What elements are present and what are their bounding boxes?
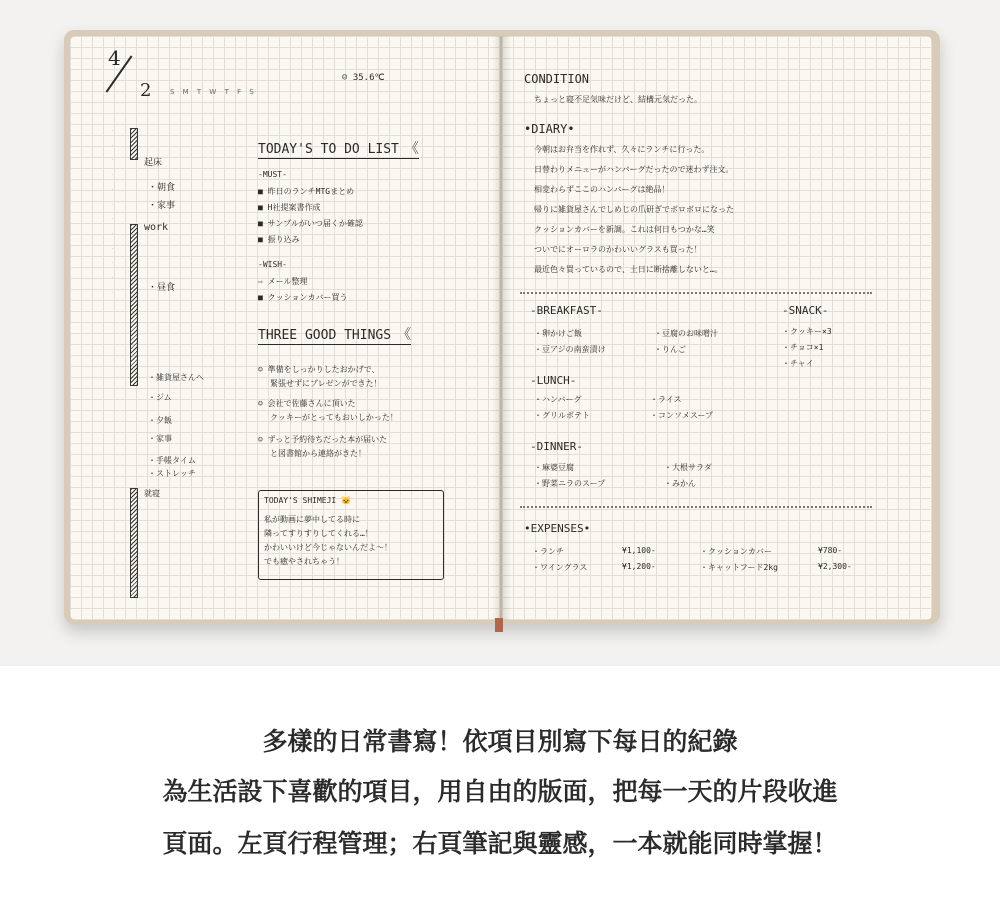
hour-mark: · (112, 230, 114, 237)
expense-amount: ¥1,100- (622, 546, 656, 555)
breakfast-item: ・りんご (654, 345, 686, 354)
caption-line-3: 頁面。左頁行程管理；右頁筆記與靈感，一本就能同時掌握！ (162, 829, 838, 858)
hour-mark: · (112, 142, 114, 149)
page-gutter (492, 36, 512, 620)
three-good-title (258, 324, 411, 345)
good-thing-line: ☺ 準備をしっかりしたおかげで、 (258, 365, 380, 374)
schedule-item: work (144, 222, 169, 233)
temperature (342, 73, 385, 83)
todo-title (258, 138, 419, 159)
expense-amount: ¥2,300- (818, 562, 852, 571)
lunch-item: ・ライス (650, 395, 682, 404)
lunch-item: ・ハンバーグ (534, 395, 582, 404)
good-thing-line: と図書館から連絡がきた！ (270, 449, 366, 458)
temperature-value: 35.6℃ (352, 73, 385, 83)
lunch-item: ・グリルポテト (534, 411, 590, 420)
breakfast-item: ・豆アジの南蛮漬け (534, 345, 606, 354)
hour-mark: · (112, 289, 114, 296)
shimeji-line: 私が動画に夢中してる時に (264, 515, 360, 524)
hour-mark: · (112, 157, 114, 164)
hour-mark: · (112, 245, 114, 252)
breakfast-item: ・豆腐のお味噌汁 (654, 329, 718, 338)
schedule-timeline (130, 128, 138, 598)
chevron-left-icon: 《 (404, 141, 419, 157)
expense-item: ・キャットフード2kg (700, 563, 778, 572)
expense-amount: ¥1,200- (622, 562, 656, 571)
condition-title: CONDITION (524, 72, 590, 86)
weather-icon: ☺ (342, 73, 353, 83)
hour-mark: · (112, 216, 114, 223)
diary-line: 最近色々買っているので、土日に断捨離しないと…。 (534, 265, 723, 274)
schedule-item: ・雑貨屋さんへ (148, 373, 204, 382)
expense-amount: ¥780- (818, 546, 843, 555)
three-good-title-text: THREE GOOD THINGS (258, 328, 392, 343)
hour-mark: · (112, 128, 114, 134)
schedule-item: ・夕飯 (148, 416, 172, 425)
schedule-item: ・ストレッチ (148, 469, 196, 478)
dinner-item: ・大根サラダ (664, 463, 712, 472)
section-divider (520, 506, 872, 508)
breakfast-item: ・卵かけご飯 (534, 329, 582, 338)
diary-line: 今朝はお弁当を作れず、久々にランチに行った。 (534, 145, 710, 154)
dinner-item: ・みかん (664, 479, 696, 488)
breakfast-title: -BREAKFAST- (530, 304, 603, 317)
todo-title-text: TODAY'S TO DO LIST (258, 142, 399, 157)
must-item: ■ サンプルがいつ届くか確認 (258, 219, 363, 228)
dinner-item: ・野菜ニラのスープ (534, 479, 606, 488)
hour-mark: · (112, 275, 114, 282)
shimeji-line: 隣ってすりすりしてくれる…！ (264, 529, 373, 538)
must-item: ■ 昨日のランチMTGまとめ (258, 187, 355, 196)
hour-mark: · (112, 260, 114, 267)
must-item: ■ H社提案書作成 (258, 203, 321, 212)
snack-item: ・チャイ (782, 359, 814, 368)
wish-label: -WISH- (258, 260, 287, 269)
must-item: ■ 振り込み (258, 235, 300, 244)
good-thing-line: ☺ 会社で佐藤さんに頂いた (258, 399, 356, 408)
schedule-item: ・昼食 (148, 283, 176, 293)
caption-line-1: 多樣的日常書寫！依項目別寫下每日的紀錄 (262, 727, 738, 756)
diary-line: ついでにオーロラのかわいいグラスも買った！ (534, 245, 702, 254)
wish-item: ■ クッションカバー買う (258, 293, 348, 302)
shimeji-line: でも癒やされちゃう！ (264, 557, 344, 566)
expense-item: ・ランチ (532, 547, 564, 556)
hour-mark: · (112, 172, 114, 179)
snack-item: ・クッキー×3 (782, 327, 832, 336)
good-thing-line: クッキーがとってもおいしかった！ (270, 413, 398, 422)
diary-line: クッションカバーを新調。これは何日もつかな…笑 (534, 225, 715, 234)
section-divider (520, 292, 872, 294)
diary-line: 日替わりメニューがハンバーグだったので迷わず注文。 (534, 165, 734, 174)
dinner-item: ・麻婆豆腐 (534, 463, 574, 472)
hour-marks (112, 124, 114, 300)
shimeji-line: かわいいけど今じゃないんだよ〜！ (264, 543, 392, 552)
cat-icon: 🐱 (341, 496, 352, 505)
weekday-row: S M T W T F S (170, 88, 257, 96)
schedule-item: ・ジム (148, 393, 172, 402)
hour-mark: · (112, 201, 114, 208)
schedule-item: 就寝 (144, 489, 160, 498)
chevron-left-icon: 《 (397, 327, 412, 343)
dinner-title: -DINNER- (530, 440, 583, 453)
condition-text: ちょっと寝不足気味だけど、結構元気だった。 (534, 95, 702, 104)
schedule-item: ・家事 (148, 201, 176, 211)
caption-line-2: 為生活設下喜歡的項目，用自由的版面，把每一天的片段收進 (162, 777, 838, 806)
snack-item: ・チョコ×1 (782, 343, 824, 352)
expenses-title: •EXPENSES• (524, 522, 591, 535)
diary-line: 帰りに雑貨屋さんでしめじの爪研ぎでボロボロになった (534, 205, 734, 214)
must-label: -MUST- (258, 170, 287, 179)
timeline-block (130, 128, 138, 160)
schedule-item: 起床 (144, 158, 163, 168)
diary-line: 相変わらずここのハンバーグは絶品！ (534, 185, 670, 194)
timeline-block (130, 224, 138, 386)
date-month: 4 (108, 46, 121, 70)
expense-item: ・クッションカバー (700, 547, 772, 556)
schedule-item: ・家事 (148, 434, 172, 443)
shimeji-title (264, 496, 351, 505)
diary-title: •DIARY• (524, 122, 575, 136)
bookmark-ribbon (495, 618, 503, 632)
timeline-block (130, 488, 138, 598)
lunch-item: ・コンソメスープ (650, 411, 714, 420)
snack-title: -SNACK- (782, 304, 829, 317)
schedule-item: ・手帳タイム (148, 456, 196, 465)
hour-mark: · (112, 186, 114, 193)
good-thing-line: ☺ ずっと予約待ちだった本が届いた (258, 435, 388, 444)
expense-item: ・ワイングラス (532, 563, 588, 572)
wish-item: ⇨ メール整理 (258, 277, 308, 286)
schedule-item: ・朝食 (148, 183, 176, 193)
shimeji-title-text: TODAY'S SHIMEJI (264, 496, 337, 505)
lunch-title: -LUNCH- (530, 374, 577, 387)
date-day: 2 (140, 80, 152, 101)
good-thing-line: 緊張せずにプレゼンができた！ (270, 379, 382, 388)
